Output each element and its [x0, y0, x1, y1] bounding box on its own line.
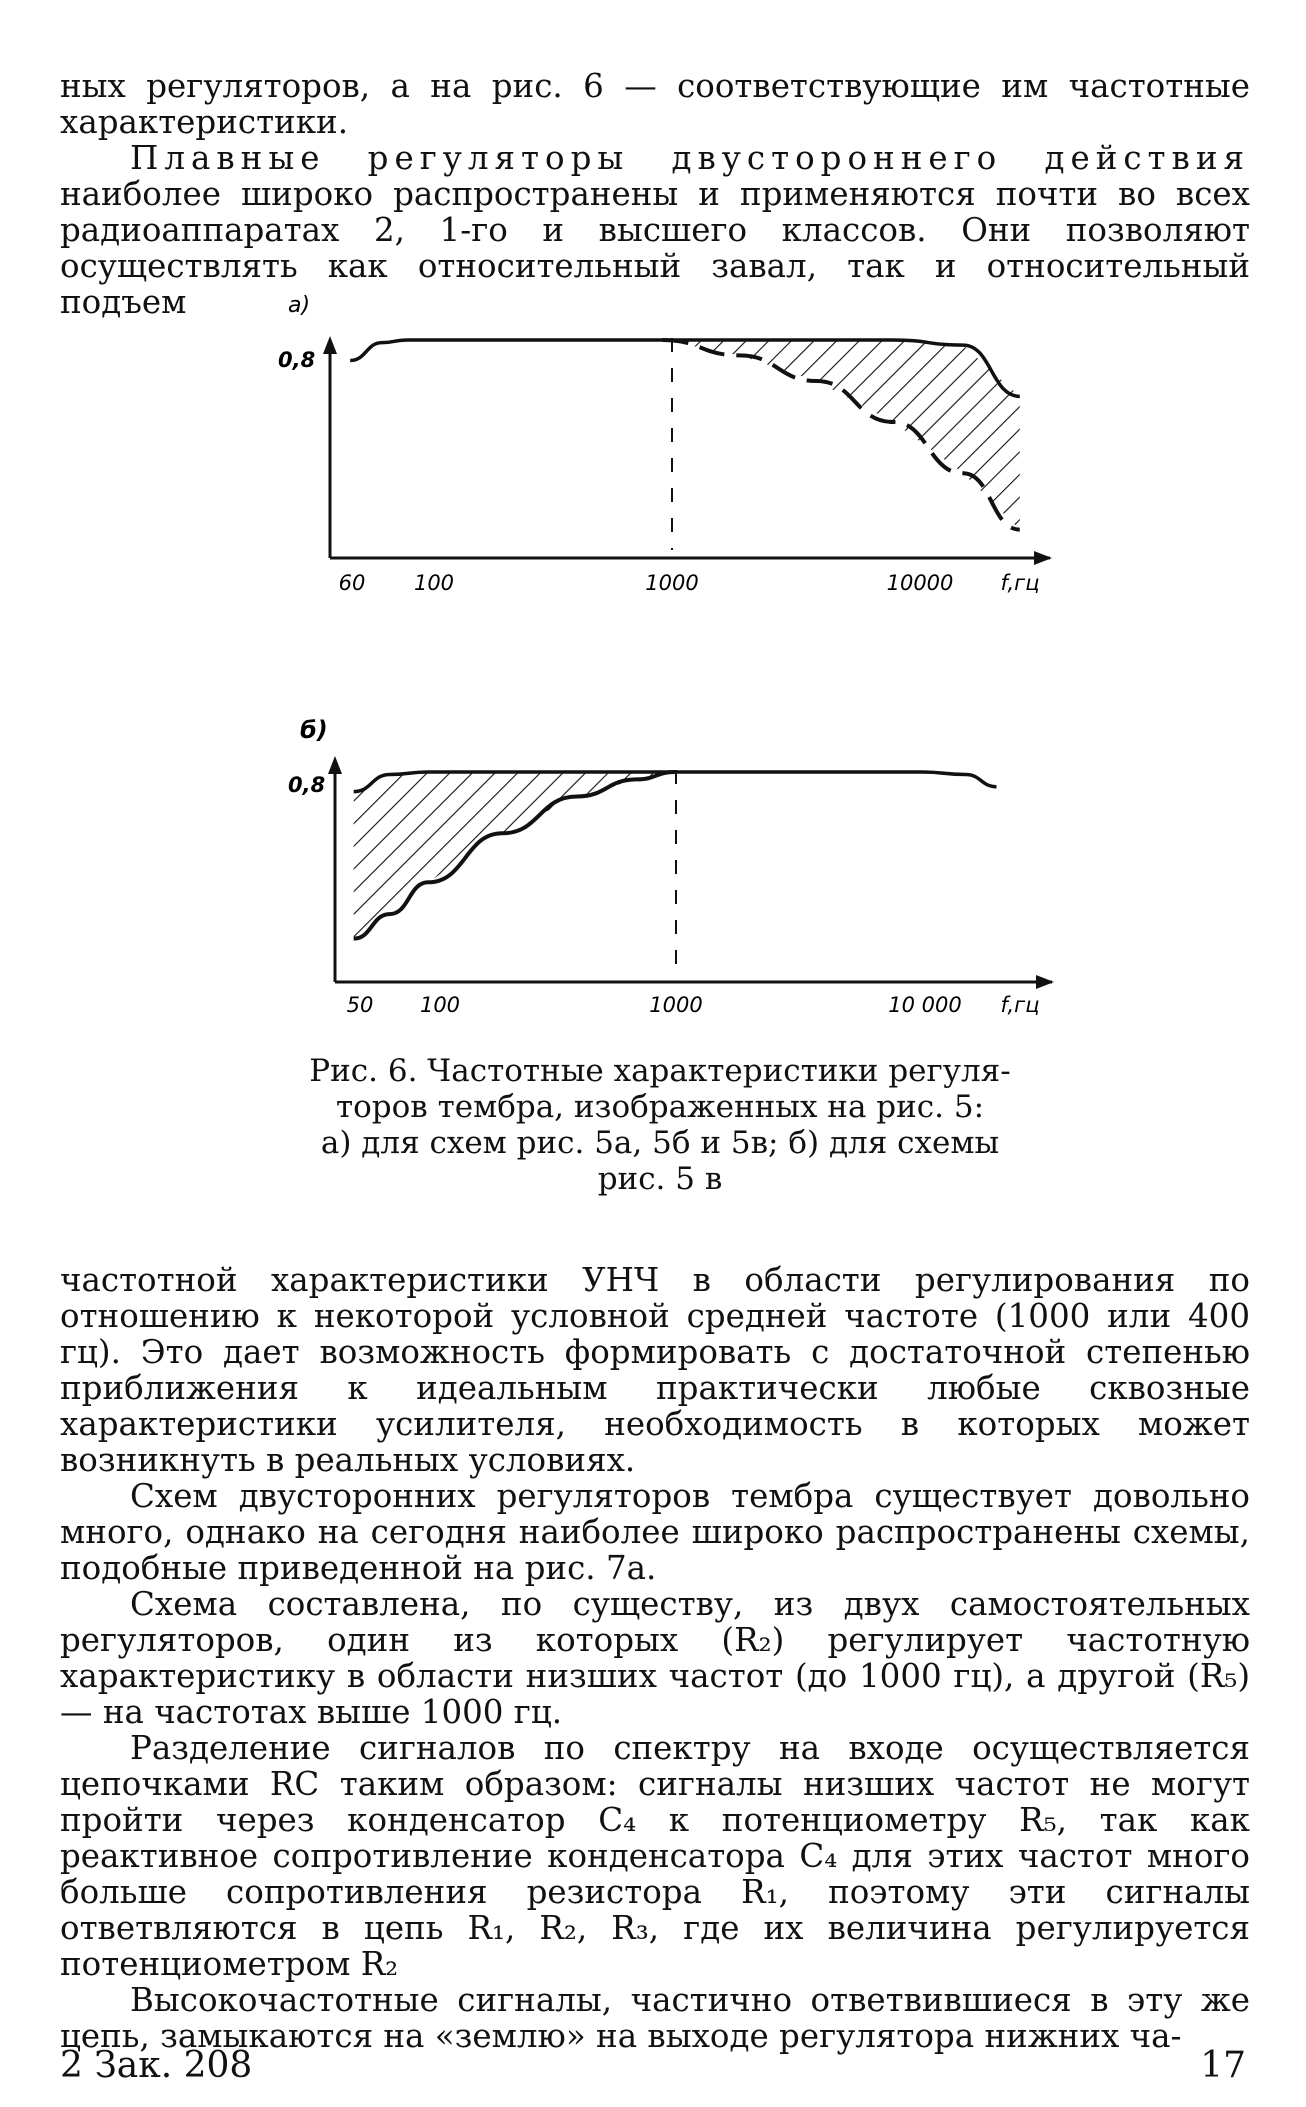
body-paragraph-3: Схема составлена, по существу, из двух самостоятельных регуляторов, один из которых (R₂) регулирует частотную характеристику в области низших частот (до 1000 гц), а другой (R₅) — на частотах выше 1000 гц. [60, 1585, 1250, 1731]
x-tick-label: f,гц [1000, 993, 1040, 1017]
spaced-heading-phrase: Плавные регуляторы двустороннего действия [130, 139, 1250, 177]
chart-b-y-arrow [328, 756, 342, 774]
chart-a-label: а) [288, 293, 311, 318]
x-tick-label: 1000 [645, 571, 699, 595]
chart-a-y-arrow [323, 336, 337, 354]
x-tick-label: 100 [419, 993, 461, 1017]
x-tick-label: 1000 [649, 993, 703, 1017]
chart-a-x-ticks [339, 571, 1040, 595]
body-paragraph-2: Схем двусторонних регуляторов тембра существует довольно много, однако на сегодня наиболее широко распространены схемы, подобные приведенной на рис. 7а. [60, 1477, 1250, 1587]
body-text-block [60, 1262, 1250, 2054]
body-paragraph-4: Разделение сигналов по спектру на входе осуществляется цепочками RC таким образом: сигналы низших частот не могут пройти через конденсатор C₄ к потенциометру R₅, так как реактивное сопротивление конденсатора C₄ для этих частот много больше сопротивления резистора R₁, поэтому эти сигналы ответвляются в цепь R₁, R₂, R₃, где их величина регулируется потенциометром R₂ [60, 1729, 1250, 1983]
caption-line-2: торов тембра, изображенных на рис. 5: [335, 1089, 985, 1125]
paragraph-2-rest: наиболее широко распространены и применяются почти во всех радиоаппаратах 2, 1-го и высшего классов. Они позволяют осуществлять как относительный завал, так и относительный подъем [60, 175, 1250, 321]
chart-b-x-arrow [1036, 975, 1054, 989]
caption-line-1: Рис. 6. Частотные характеристики регуля- [309, 1053, 1011, 1089]
figure-caption [250, 1053, 1070, 1197]
caption-line-3: а) для схем рис. 5а, 5б и 5в; б) для схемы [320, 1125, 1000, 1161]
chart-a [278, 293, 1052, 595]
chart-a-y-tick: 0,8 [278, 348, 316, 372]
chart-a-x-arrow [1034, 551, 1052, 565]
chart-a-hatched-region [663, 340, 1020, 530]
x-tick-label: 10000 [886, 571, 954, 595]
x-tick-label: 10 000 [888, 993, 962, 1017]
body-paragraph-1: частотной характеристики УНЧ в области регулирования по отношению к некоторой условной средней частоте (1000 или 400 гц). Это дает возможность формировать с достаточной степенью приближения к идеальным практически любые сквозные характеристики усилителя, необходимость в которых может возникнуть в реальных условиях. [60, 1261, 1250, 1479]
chart-b-x-ticks [347, 993, 1040, 1017]
x-tick-label: f,гц [1000, 571, 1040, 595]
paragraph-1: ных регуляторов, а на рис. 6 — соответствующие им частотные характеристики. [60, 67, 1250, 141]
x-tick-label: 100 [413, 571, 455, 595]
chart-b-label: б) [300, 716, 328, 744]
caption-line-4: рис. 5 в [597, 1161, 723, 1197]
body-paragraph-5: Высокочастотные сигналы, частично ответвившиеся в эту же цепь, замыкаются на «землю» на выходе регулятора нижних ча- [60, 1981, 1250, 2055]
chart-b-hatched-region [354, 772, 675, 939]
chart-b-y-tick: 0,8 [288, 773, 326, 797]
x-tick-label: 50 [346, 993, 374, 1017]
chart-b [288, 716, 1054, 1017]
footer-signature: 2 Зак. 208 [60, 2045, 253, 2086]
x-tick-label: 60 [338, 571, 366, 595]
page-number: 17 [1200, 2045, 1246, 2086]
